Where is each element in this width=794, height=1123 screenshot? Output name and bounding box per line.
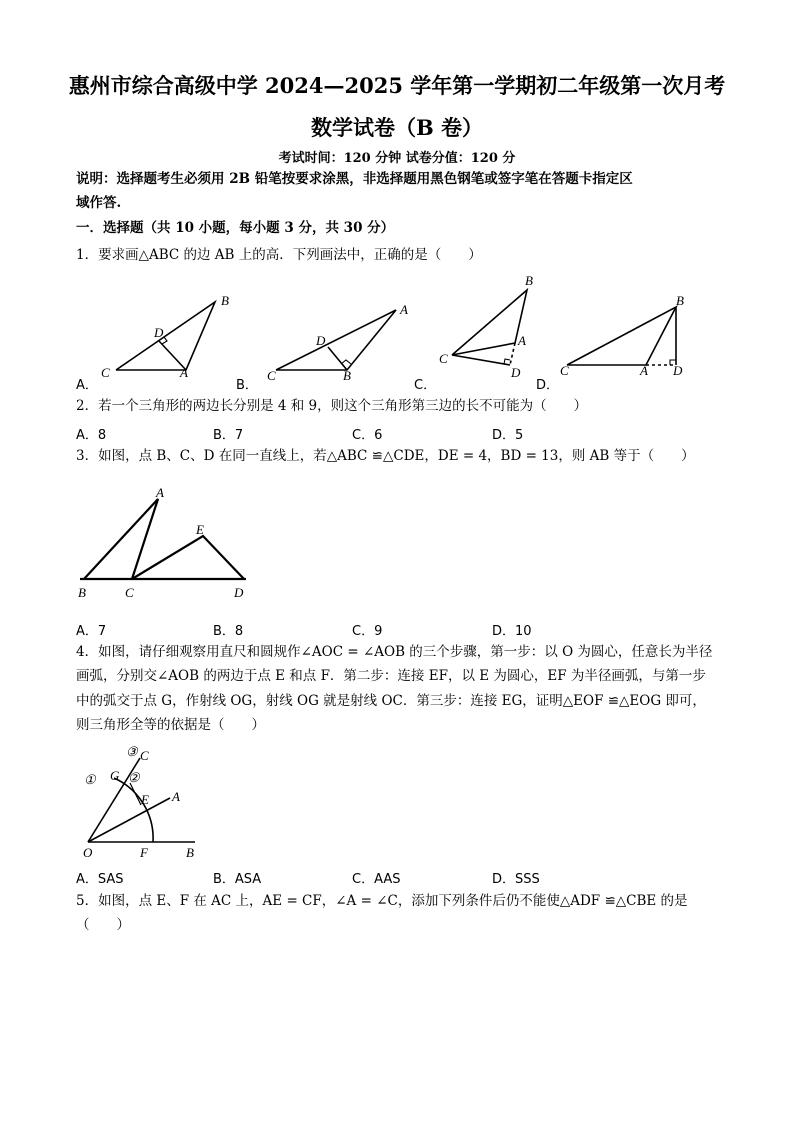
question-3-stem: 3．如图，点 B、C、D 在同一直线上，若△ABC ≌△CDE，DE = 4，BD = 13，则 AB 等于（ ） xyxy=(76,448,695,464)
question-1-stem: 1．要求画△ABC 的边 AB 上的高．下列画法中，正确的是（ ） xyxy=(76,247,482,263)
q1c-label-d: D xyxy=(511,365,521,380)
q4-label-o: O xyxy=(83,845,93,860)
q1b-label-a: A xyxy=(400,302,408,317)
q3-label-b: B xyxy=(78,585,86,600)
question-4-line-4: 则三角形全等的依据是（ ） xyxy=(76,717,265,733)
q4-label-f: F xyxy=(140,845,148,860)
question-4-line-1: 4．如图，请仔细观察用直尺和圆规作∠AOC = ∠AOB 的三个步骤，第一步：以 O 为圆心，任意长为半径 xyxy=(76,644,713,660)
q4-label-a: A xyxy=(172,789,180,804)
q3-label-d: D xyxy=(234,585,244,600)
q4-option-d: D．SSS xyxy=(492,872,540,887)
q2-option-d: D．5 xyxy=(492,428,524,443)
q4-label-step2: ② xyxy=(128,770,140,785)
q3-option-a: A．7 xyxy=(76,624,107,639)
q4-option-b: B．ASA xyxy=(213,872,262,887)
q1a-label-b: B xyxy=(221,293,229,308)
exam-title: 惠州市综合高级中学 2024—2025 学年第一学期初二年级第一次月考 xyxy=(68,73,726,98)
exam-subtitle: 数学试卷（B 卷） xyxy=(310,115,484,140)
q4-label-c: C xyxy=(140,748,149,763)
q3-option-d: D．10 xyxy=(492,624,532,639)
q1d-label-c: C xyxy=(560,363,569,378)
q1b-label-d: D xyxy=(316,333,326,348)
q1-option-a: A． xyxy=(76,378,98,393)
q4-label-e: E xyxy=(141,792,149,807)
q4-label-step1: ① xyxy=(84,772,96,787)
q1b-label-c: C xyxy=(267,368,276,383)
q4-option-a: A．SAS xyxy=(76,872,124,887)
q1-option-c: C． xyxy=(414,378,437,393)
instructions-line-2: 域作答. xyxy=(76,195,122,211)
q1c-label-a: A xyxy=(518,333,526,348)
question-5-line-1: 5．如图，点 E、F 在 AC 上，AE = CF，∠A = ∠C，添加下列条件后仍不能使△ADF ≌△CBE 的是 xyxy=(76,893,688,909)
q4-label-b: B xyxy=(186,845,194,860)
section-heading: 一．选择题（共 10 小题，每小题 3 分，共 30 分） xyxy=(76,220,395,236)
q1-figure-c xyxy=(452,290,527,365)
question-4-line-2: 画弧，分别交∠AOB 的两边于点 E 和点 F．第二步：连接 EF，以 E 为圆心，EF 为半径画弧，与第一步 xyxy=(76,668,706,684)
q1c-label-b: B xyxy=(525,273,533,288)
instructions-line-1: 说明：选择题考生必须用 2B 铅笔按要求涂黑，非选择题用黑色钢笔或签字笔在答题卡指定区 xyxy=(76,171,633,187)
q1c-label-c: C xyxy=(439,351,448,366)
q2-option-b: B．7 xyxy=(213,428,244,443)
q3-label-e: E xyxy=(196,522,204,537)
exam-info: 考试时间：120 分钟 试卷分值：120 分 xyxy=(278,151,516,166)
question-5-line-2: （ ） xyxy=(76,917,130,933)
q3-label-c: C xyxy=(125,585,134,600)
q1-figure-a xyxy=(116,302,215,370)
q2-option-c: C．6 xyxy=(352,428,383,443)
q3-option-c: C．9 xyxy=(352,624,383,639)
q1-option-b: B． xyxy=(236,378,258,393)
q4-label-g: G xyxy=(110,768,120,783)
q1-figure-d xyxy=(567,307,676,365)
q3-option-b: B．8 xyxy=(213,624,244,639)
q2-option-a: A．8 xyxy=(76,428,107,443)
q3-label-a: A xyxy=(156,485,164,500)
question-2-stem: 2．若一个三角形的两边长分别是 4 和 9，则这个三角形第三边的长不可能为（ ） xyxy=(76,398,588,414)
q1a-label-a: A xyxy=(180,365,188,380)
q1d-label-a: A xyxy=(640,363,648,378)
question-1-figures xyxy=(70,265,730,390)
q1d-label-d: D xyxy=(673,363,683,378)
q1-option-d: D． xyxy=(536,378,560,393)
q4-option-c: C．AAS xyxy=(352,872,401,887)
q1-figure-b xyxy=(276,310,396,370)
q1a-label-d: D xyxy=(154,325,164,340)
q4-label-step3: ③ xyxy=(126,744,138,759)
question-4-line-3: 中的弧交于点 G，作射线 OG，射线 OG 就是射线 OC．第三步：连接 EG，证明△EOF ≌△EOG 即可， xyxy=(76,693,706,709)
question-4-figure xyxy=(70,738,220,863)
q1b-label-b: B xyxy=(343,368,351,383)
question-3-figure xyxy=(70,480,270,605)
q1d-label-b: B xyxy=(676,293,684,308)
q1a-label-c: C xyxy=(101,365,110,380)
